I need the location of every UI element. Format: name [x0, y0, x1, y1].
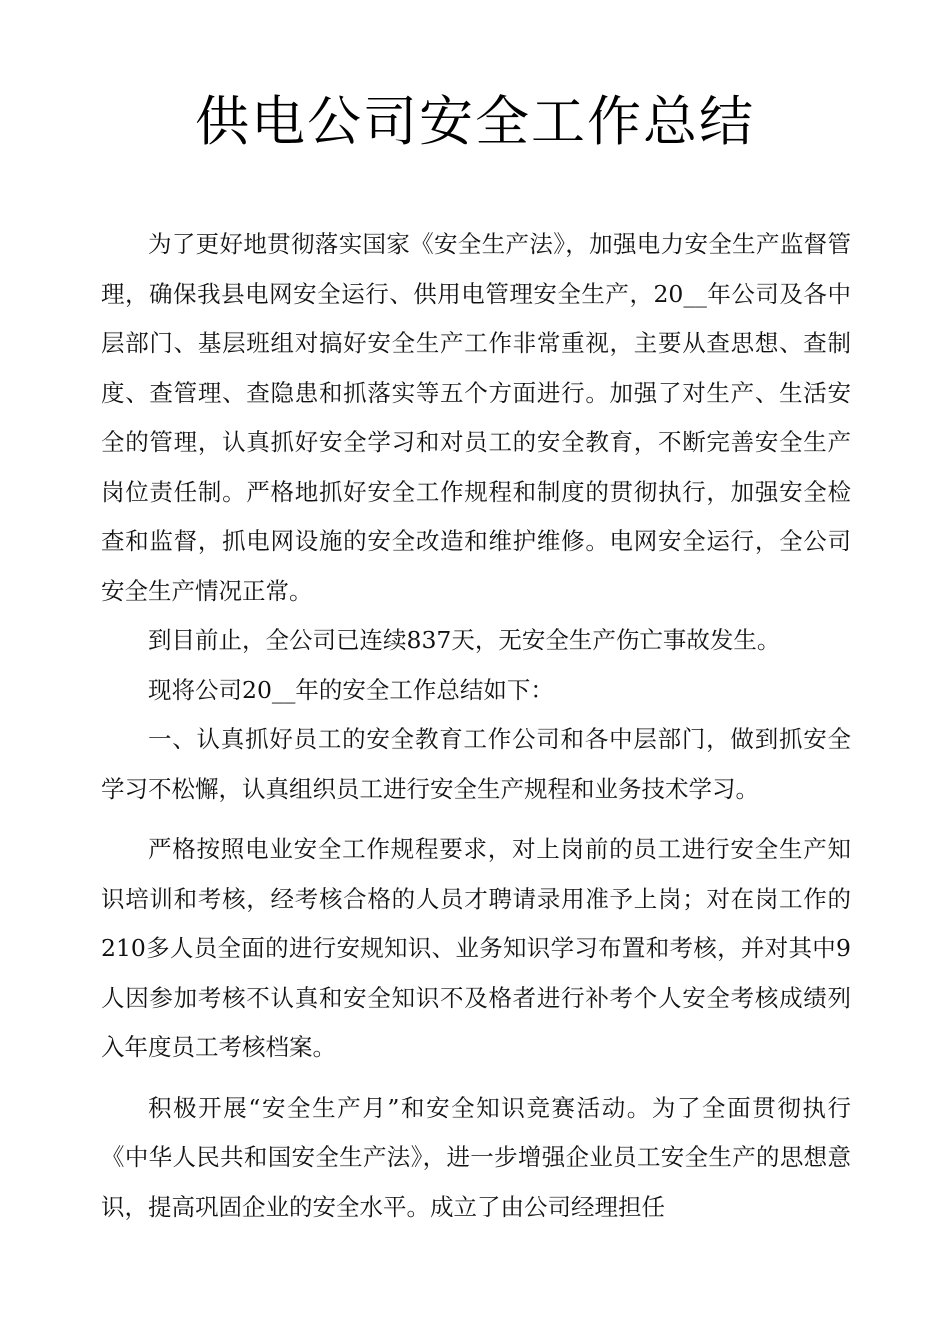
paragraph-summary-lead: 现将公司20__年的安全工作总结如下：	[148, 675, 554, 704]
paragraph-training: 严格按照电业安全工作规程要求，对上岗前的员工进行安全生产知识培训和考核，经考核合格的人员才聘请录用准予上岗；对在岗工作的210多人员全面的进行安规知识、业务知识学习布置和考核，并对其中9人因参加考核不认真和安全知识不及格者进行补考个人安全考核成绩列入年度员工考核档案。	[101, 835, 851, 1061]
paragraph-safety-month: 积极开展“安全生产月”和安全知识竞赛活动。为了全面贯彻执行《中华人民共和国安全生产法》，进一步增强企业员工安全生产的思想意识，提高巩固企业的安全水平。成立了由公司经理担任	[101, 1093, 851, 1221]
paragraph-intro: 为了更好地贯彻落实国家《安全生产法》，加强电力安全生产监督管理，确保我县电网安全运行、供用电管理安全生产，20__年公司及各中层部门、基层班组对搞好安全生产工作非常重视，主要从查思想、查制度、查管理、查隐患和抓落实等五个方面进行。加强了对生产、生活安全的管理，认真抓好安全学习和对员工的安全教育，不断完善安全生产岗位责任制。严格地抓好安全工作规程和制度的贯彻执行，加强安全检查和监督，抓电网设施的安全改造和维护维修。电网安全运行，全公司安全生产情况正常。	[101, 230, 851, 605]
paragraph-safety-record: 到目前止，全公司已连续837天，无安全生产伤亡事故发生。	[148, 626, 781, 654]
document-body	[101, 220, 851, 1232]
paragraph-section-one: 一、认真抓好员工的安全教育工作公司和各中层部门，做到抓安全学习不松懈，认真组织员工进行安全生产规程和业务技术学习。	[101, 725, 851, 803]
document-title: 供电公司安全工作总结	[195, 90, 755, 153]
